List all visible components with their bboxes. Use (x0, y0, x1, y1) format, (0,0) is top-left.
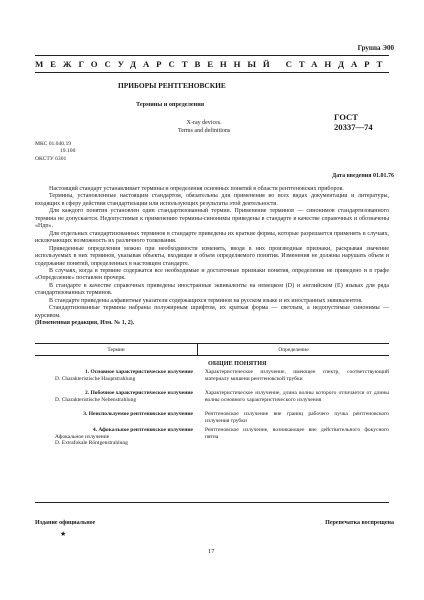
term-name: 1. Основное характеристическое излучение (84, 369, 193, 375)
term-cell (35, 369, 193, 382)
body-paragraph: Термины, установленные настоящим стандартом, обязательны для применения во всех видах документации и литературы, входящих в сферу действия стандартизации или использующих результаты этой деятельности. (35, 193, 389, 207)
english-title-line2: Terms and definitions (178, 128, 231, 134)
term-cell (35, 411, 193, 418)
term-name: 3. Неиспользуемое рентгеновское излучение (83, 411, 193, 417)
reprint-prohibited-label: Перепечатка воспрещена (325, 520, 394, 526)
definition-cell: Характеристическое излучение, имеющее спектр, соответствующий материалу мишени рентгеновской трубки (205, 369, 389, 382)
term-name: 2. Побочное характеристическое излучение (85, 390, 193, 396)
term-cell (35, 427, 193, 447)
top-rule-lower (35, 72, 389, 73)
gost-number (334, 112, 373, 132)
body-paragraph: Приведенные определения можно при необходимости изменять, вводя в них производные признаки, раскрывая значение используемых в них терминов, указывая объекты, входящие в объем определяемого понятия. Изменения не должны нарушать объем и содержание понятий, определенных в настоящем стандарте. (35, 245, 389, 267)
definition-cell: Рентгеновское излучение, возникающее вне действительного фокусного пятна (205, 427, 389, 440)
foreign-equivalent: D. Charakteristische Nebenstrahlung (55, 396, 137, 403)
foreign-equivalent: D. Charakteristische Hauptstrahlung (55, 375, 136, 382)
terms-table-header (35, 343, 389, 356)
top-rule (35, 55, 389, 56)
okstu-code: ОКСТУ 6301 (35, 155, 67, 162)
english-title (178, 119, 230, 135)
document-subtitle: Термины и определения (136, 101, 205, 108)
term-name: 4. Афокальное рентгеновское излучение (92, 427, 193, 433)
classification-codes (35, 141, 75, 163)
body-paragraph: В случаях, когда в термине содержатся все необходимые и достаточные признаки понятия, определение не приведено и в графе «Определение» поставлен прочерк. (35, 267, 389, 282)
body-paragraph: В стандарте в качестве справочных приведены иностранные эквиваленты на немецком (D) и английском (E) языках для ряда стандартизованных терминов. (35, 282, 389, 297)
column-header-term: Термин (35, 344, 198, 356)
column-header-definition: Определение (198, 344, 390, 356)
section-heading: ОБЩИЕ ПОНЯТИЯ (208, 360, 267, 367)
mks-code-1: МКС 01.040.19 (35, 141, 72, 147)
amendment-note: (Измененная редакция, Изм. № 1, 2). (35, 320, 135, 327)
interstate-standard-heading: МЕЖГОСУДАРСТВЕННЫЙ СТАНДАРТ (35, 59, 390, 69)
body-paragraph: Настоящий стандарт устанавливает термины и определения основных понятий в области рентгеновских приборов. (49, 186, 344, 192)
group-code: Группа Э00 (357, 44, 394, 52)
foreign-equivalent: D. Extrafokale Röntgenstrahlung (55, 440, 128, 447)
body-paragraph: Стандартизованные термины набраны полужирным шрифтом, их краткая форма — светлым, а недопустимые синонимы — курсивом. (35, 305, 389, 319)
term-short-form: Афокальное излучение (55, 433, 110, 440)
gost-code: 20337—74 (334, 122, 373, 132)
official-edition-label: Издание официальное (35, 520, 96, 526)
bottom-rule (35, 502, 389, 503)
star-icon: ★ (60, 530, 67, 538)
body-text (35, 186, 389, 328)
english-title-line1: X-ray devices. (186, 120, 222, 126)
gost-label: ГОСТ (334, 112, 358, 122)
effective-date: Дата введения 01.01.76 (332, 173, 394, 179)
document-title: ПРИБОРЫ РЕНТГЕНОВСКИЕ (118, 81, 226, 90)
body-paragraph: Для каждого понятия установлен один стандартизованный термин. Применение терминов — синонимов стандартизованного термина не допускается. Недопустимые к применению термины-синонимы приведены в стандарте в качестве справочных и обозначены «Ндп». (35, 208, 389, 230)
body-paragraph: Для отдельных стандартизованных терминов в стандарте приведены их краткие формы, которые разрешается применять в случаях, исключающих возможность их различного толкования. (35, 230, 389, 245)
body-paragraph: В стандарте приведены алфавитные указатели содержащихся терминов на русском языке и их иностранных эквивалентов. (49, 297, 363, 304)
definition-cell: Характеристическое излучение, длина волны которого отличается от длины волны основного характеристического излучения (205, 390, 389, 403)
definition-cell: Рентгеновское излучение вне границ рабочего пучка рентгеновского излучения трубки (205, 411, 389, 424)
term-cell (35, 390, 193, 403)
mks-code-2: 19.100 (60, 148, 76, 155)
page-number: 17 (208, 548, 215, 555)
